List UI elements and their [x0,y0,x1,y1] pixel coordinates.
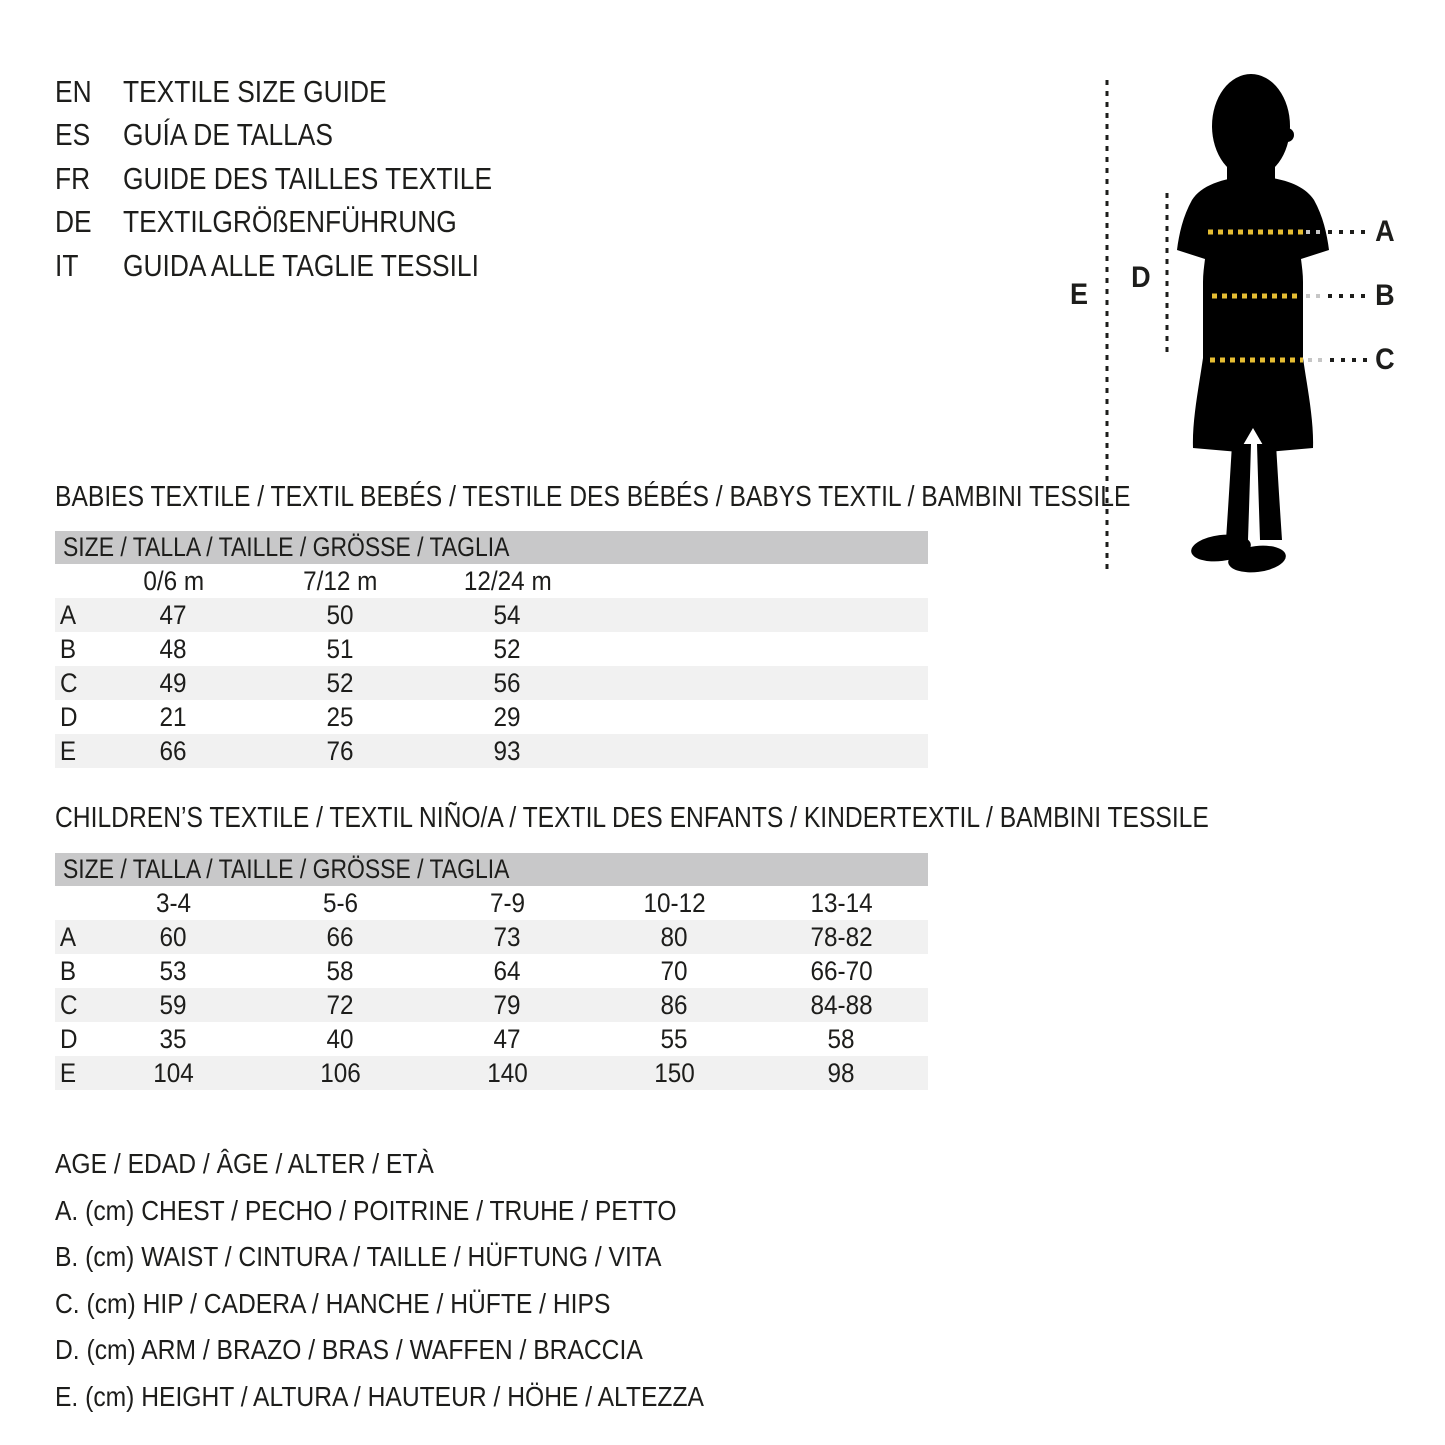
label-e: E [1069,278,1088,311]
lang-code-de: DE [55,204,92,240]
babies-row-d: D 21 25 29 [59,701,522,732]
row-label: B [59,955,77,986]
row-label: A [59,599,77,630]
children-col-1: 5-6 [322,887,359,918]
children-col-4: 13-14 [810,887,873,918]
children-column-headers [55,886,928,920]
legend-chest: A. (cm) CHEST / PECHO / POITRINE / TRUHE / PETTO [55,1194,677,1226]
children-col-3: 10-12 [643,887,706,918]
row-label: B [59,633,77,664]
row-label: D [59,701,78,732]
legend-height: E. (cm) HEIGHT / ALTURA / HAUTEUR / HÖHE / ALTEZZA [55,1380,704,1412]
babies-col-2: 12/24 m [463,565,552,596]
lang-row-it [55,244,557,288]
row-label: C [59,989,78,1020]
babies-table [55,531,928,768]
language-title-list [55,70,557,288]
legend-age: AGE / EDAD / ÂGE / ALTER / ETÀ [55,1148,434,1179]
lang-title-de: TEXTILGRÖßENFÜHRUNG [123,204,457,240]
children-row-b: B 53 58 64 70 66-70 [59,955,873,986]
lang-title-en: TEXTILE SIZE GUIDE [123,73,387,109]
babies-size-header: SIZE / TALLA / TAILLE / GRÖSSE / TAGLIA [55,531,928,564]
babies-column-headers [55,564,928,598]
babies-row-a: A 47 50 54 [55,598,928,632]
lang-row-es [55,114,557,158]
label-c: C [1375,343,1395,376]
lang-title-it: GUIDA ALLE TAGLIE TESSILI [123,247,479,283]
row-label: E [59,1057,77,1088]
children-row-d: D 35 40 47 55 58 [59,1023,856,1054]
row-label: E [59,735,77,766]
children-table [55,853,928,1090]
label-d: D [1131,261,1151,294]
legend-arm: D. (cm) ARM / BRAZO / BRAS / WAFFEN / BRACCIA [55,1334,643,1365]
row-label: A [59,921,77,952]
lang-title-es: GUÍA DE TALLAS [123,117,333,153]
babies-section-title: BABIES TEXTILE / TEXTIL BEBÉS / TESTILE DES BÉBÉS / BABYS TEXTIL / BAMBINI TESSILE [55,481,1131,513]
babies-col-0: 0/6 m [143,565,204,596]
lang-row-fr [55,157,557,201]
row-label: C [59,667,78,698]
legend-hip: C. (cm) HIP / CADERA / HANCHE / HÜFTE / HIPS [55,1287,611,1319]
babies-row-b: B 48 51 52 [59,633,522,664]
label-a: A [1375,215,1395,248]
children-row-e: E 104 106 140 150 98 [55,1056,928,1090]
legend-waist: B. (cm) WAIST / CINTURA / TAILLE / HÜFTUNG / VITA [55,1241,662,1272]
lang-row-de [55,201,557,245]
children-row-a: A 60 66 73 80 78-82 [55,920,928,954]
babies-row-e: E 66 76 93 [55,734,928,768]
lang-code-it: IT [55,247,79,283]
babies-col-1: 7/12 m [303,565,378,596]
lang-code-es: ES [55,117,91,153]
lang-row-en [55,70,557,114]
children-col-0: 3-4 [155,887,192,918]
children-col-2: 7-9 [489,887,526,918]
lang-code-en: EN [55,73,92,109]
babies-row-c: C 49 52 56 [55,666,928,700]
children-section-title: CHILDREN’S TEXTILE / TEXTIL NIÑO/A / TEXTIL DES ENFANTS / KINDERTEXTIL / BAMBINI TESSILE [55,802,1209,834]
children-size-header: SIZE / TALLA / TAILLE / GRÖSSE / TAGLIA [55,853,928,886]
lang-code-fr: FR [55,160,91,196]
measurement-legend [55,1141,792,1420]
lang-title-fr: GUIDE DES TAILLES TEXTILE [123,160,493,196]
row-label: D [59,1023,78,1054]
children-row-c: C 59 72 79 86 84-88 [55,988,928,1022]
label-b: B [1375,279,1395,312]
